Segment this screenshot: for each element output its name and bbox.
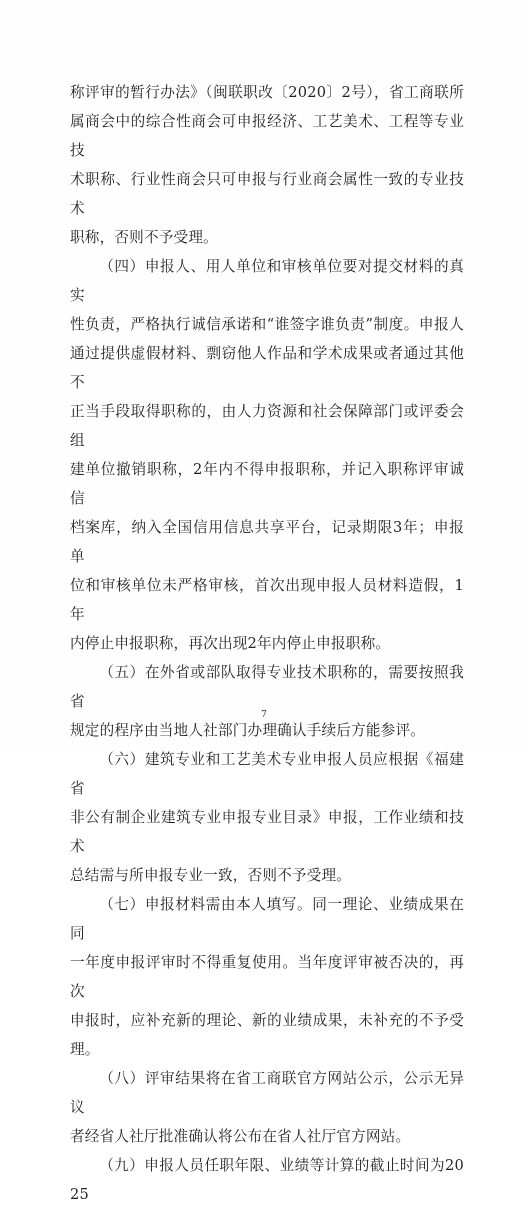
- text-line: （六）建筑专业和工艺美术专业申报人员应根据《福建省: [70, 751, 464, 797]
- text-line: （九）申报人员任职年限、业绩等计算的截止时间为2025: [70, 1157, 464, 1203]
- paragraph-p-9: [70, 1151, 464, 1209]
- paragraph-p-continued: [70, 78, 464, 252]
- text-line: （五）在外省或部队取得专业技术职称的，需要按照我省: [70, 664, 464, 710]
- text-line: 通过提供虚假材料、剽窃他人作品和学术成果或者通过其他不: [70, 345, 464, 391]
- text-line: 非公有制企业建筑专业申报专业目录》申报，工作业绩和技术: [70, 809, 464, 855]
- text-line: （四）申报人、用人单位和审核单位要对提交材料的真实: [70, 258, 464, 304]
- text-line: 总结需与所申报专业一致，否则不予受理。: [70, 867, 352, 884]
- text-line: （七）申报材料需由本人填写。同一理论、业绩成果在同: [70, 896, 464, 942]
- text-line: 称评审的暂行办法》（闽联职改〔2020〕2号），省工商联所: [70, 84, 464, 101]
- text-line: 内停止申报职称，再次出现2年内停止申报职称。: [70, 635, 391, 652]
- text-line: 申报时，应补充新的理论、新的业绩成果，未补充的不予受理。: [70, 1012, 464, 1058]
- paragraph-p-7: [70, 890, 464, 1064]
- text-line: 者经省人社厅批准确认将公布在省人社厅官方网站。: [70, 1128, 411, 1145]
- document-body: [70, 78, 464, 1209]
- text-line: 性负责，严格执行诚信承诺和“谁签字谁负责”制度。申报人: [70, 316, 464, 333]
- text-line: 一年度申报评审时不得重复使用。当年度评审被否决的，再次: [70, 954, 464, 1000]
- text-line: （八）评审结果将在省工商联官方网站公示，公示无异议: [70, 1070, 464, 1116]
- paragraph-p-5: [70, 658, 464, 745]
- paragraph-p-6: [70, 745, 464, 890]
- text-line: 规定的程序由当地人社部门办理确认手续后方能参评。: [70, 722, 426, 739]
- paragraph-p-4: [70, 252, 464, 658]
- text-line: 建单位撤销职称，2年内不得申报职称，并记入职称评审诚信: [70, 461, 464, 507]
- text-line: 术职称、行业性商会只可申报与行业商会属性一致的专业技术: [70, 171, 464, 217]
- text-line: 档案库，纳入全国信用信息共享平台，记录期限3年；申报单: [70, 519, 464, 565]
- paragraph-p-8: [70, 1064, 464, 1151]
- text-line: 正当手段取得职称的，由人力资源和社会保障部门或评委会组: [70, 403, 464, 449]
- page-number: 7: [261, 710, 267, 720]
- text-line: 位和审核单位未严格审核，首次出现申报人员材料造假，1年: [70, 577, 464, 623]
- text-line: 职称，否则不予受理。: [70, 229, 218, 246]
- text-line: 属商会中的综合性商会可申报经济、工艺美术、工程等专业技: [70, 113, 464, 159]
